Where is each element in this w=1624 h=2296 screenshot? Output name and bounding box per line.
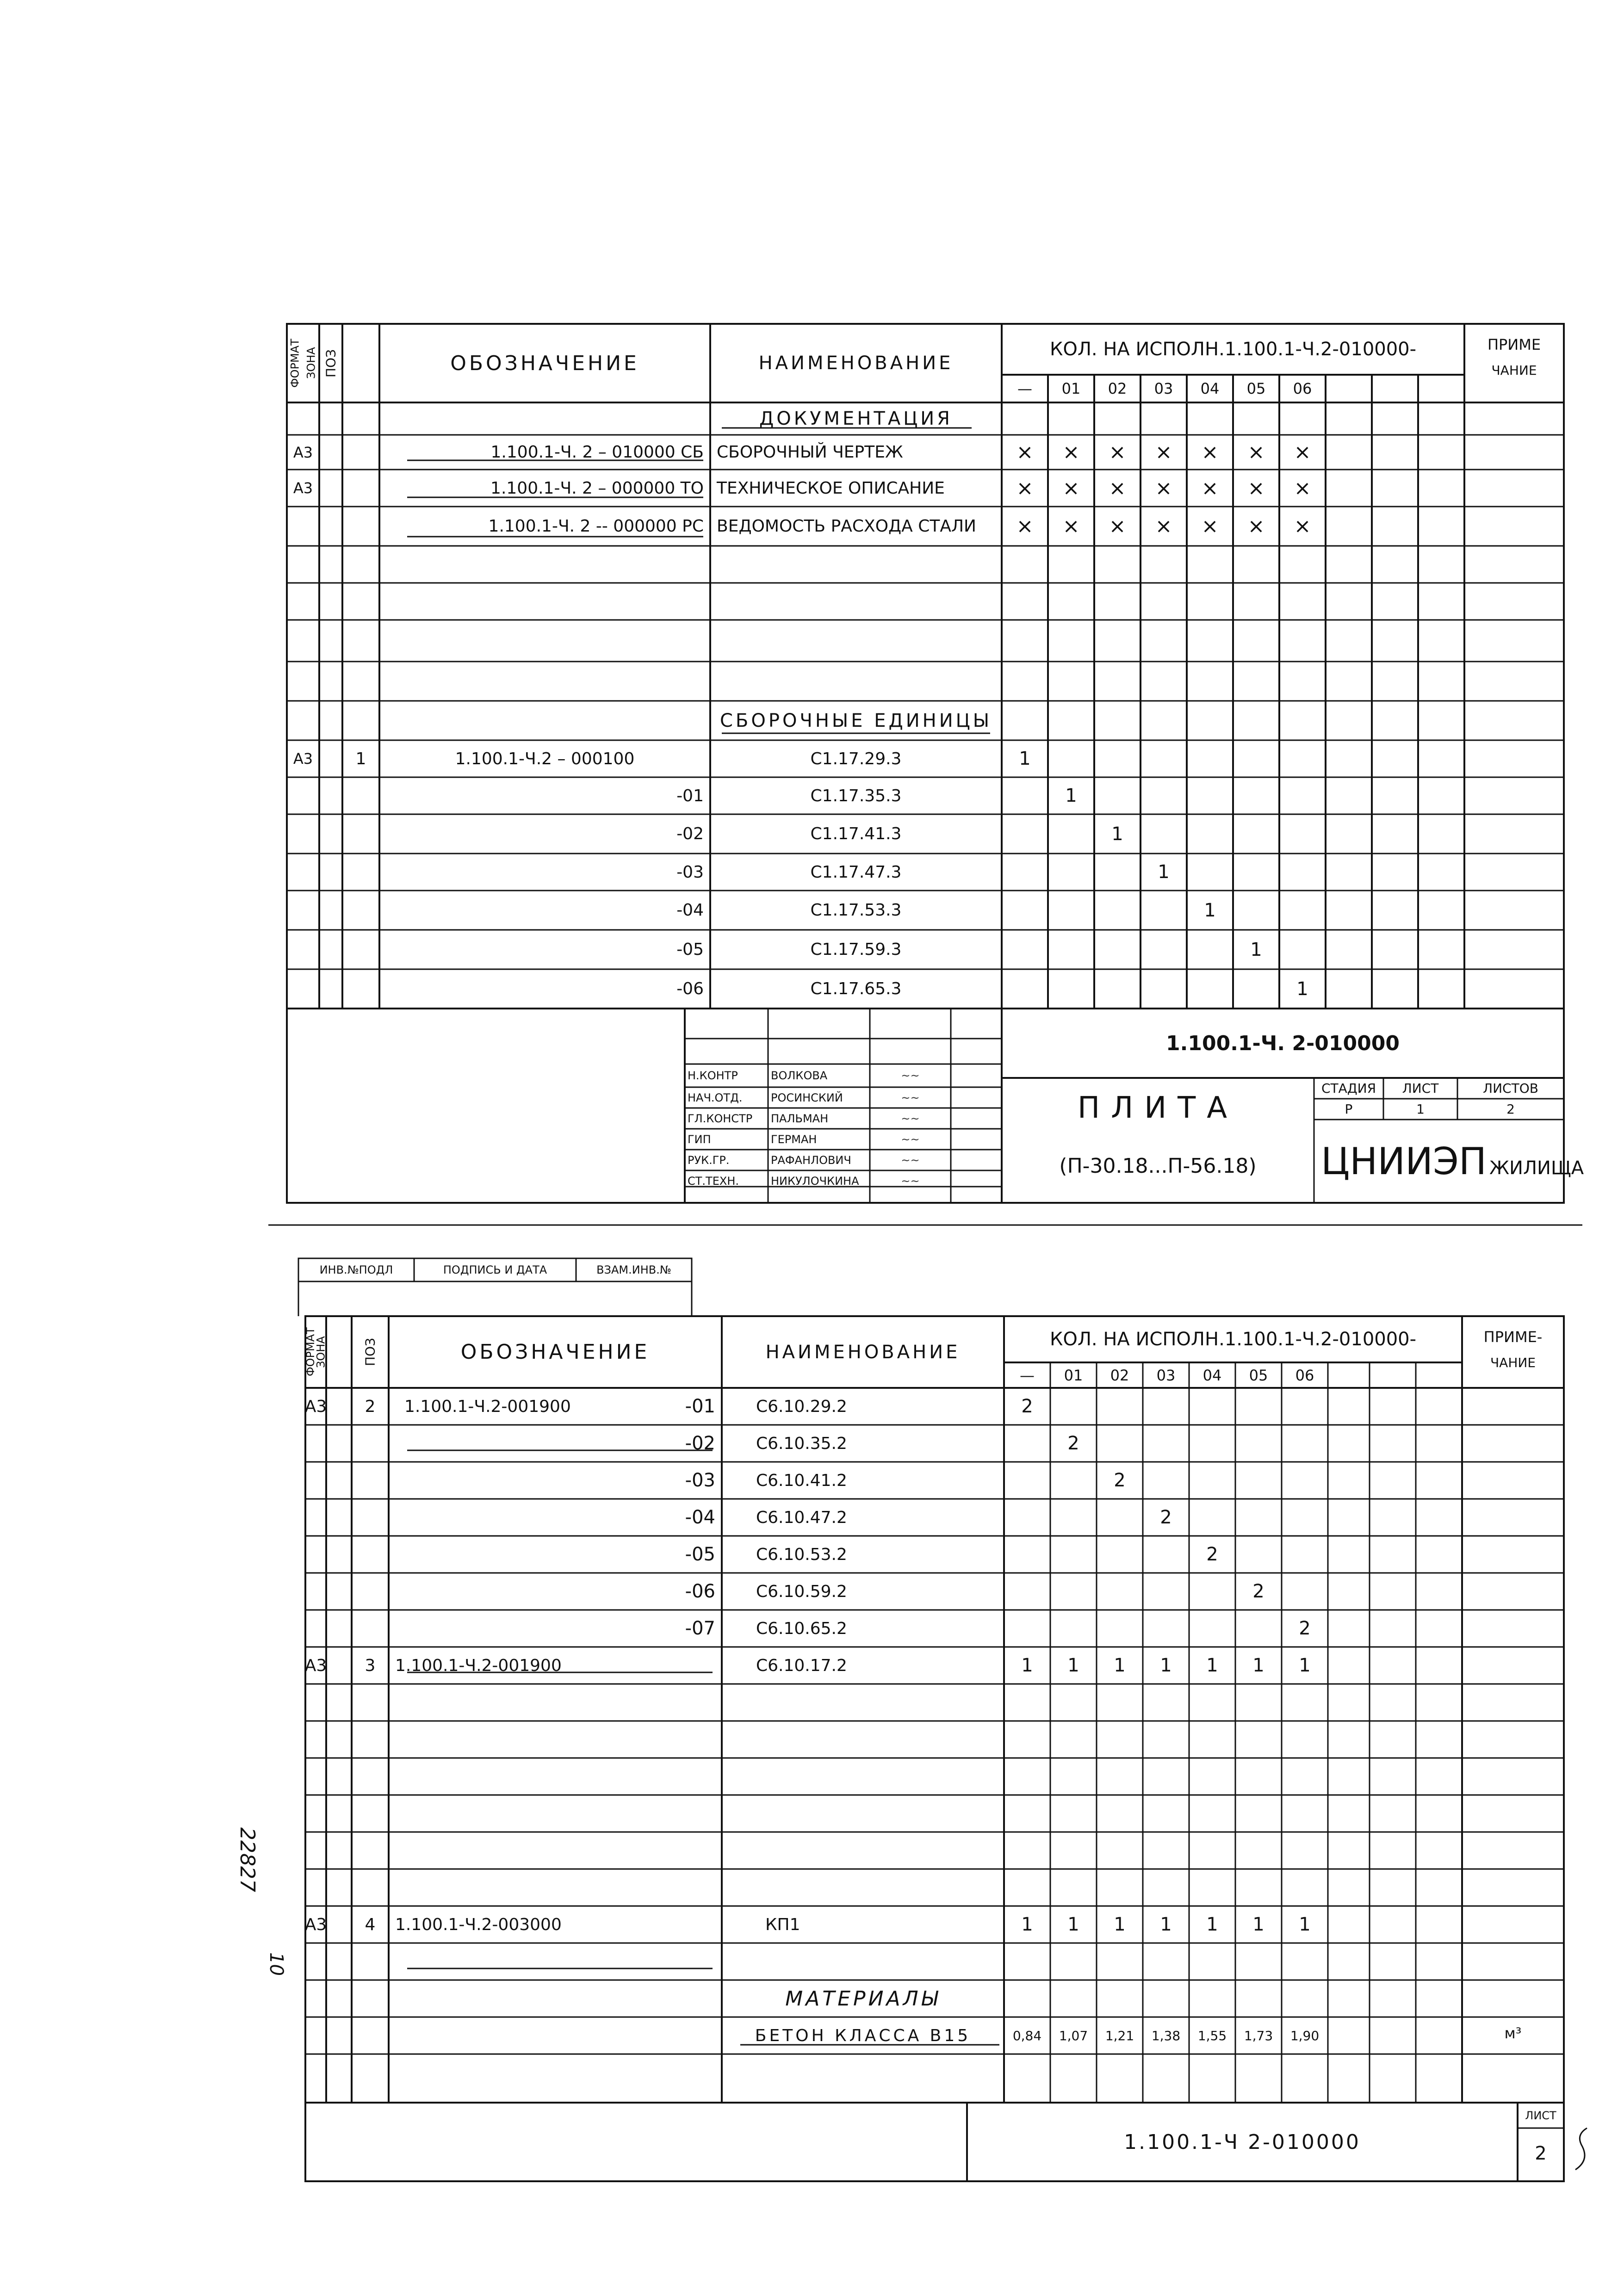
side-archive-number: 22827: [236, 1827, 259, 1892]
pos3-qty: 1: [1021, 1655, 1033, 1676]
lower-header-designation: ОБОЗНАЧЕНИЕ: [460, 1340, 650, 1364]
row-qty: 2: [1206, 1544, 1218, 1565]
stamp-sheets-label: ЛИСТОВ: [1483, 1081, 1538, 1096]
role-name: ГЕРМАН: [771, 1133, 817, 1146]
lower-variant-header: —: [1020, 1366, 1035, 1384]
role-signature: ~~: [901, 1091, 920, 1104]
material-unit: м³: [1504, 2024, 1522, 2042]
unit-name: С1.17.53.3: [810, 901, 902, 920]
doc-mark: ×: [1201, 476, 1219, 500]
material-value: 0,84: [1012, 2028, 1042, 2043]
row-designation: [398, 1573, 657, 1610]
pos4-qty: 1: [1067, 1914, 1079, 1935]
unit-format: [287, 814, 319, 854]
inv-signature-label: ПОДПИСЬ И ДАТА: [443, 1263, 547, 1276]
unit-designation: -06: [676, 979, 704, 998]
row-suffix: -07: [685, 1618, 715, 1639]
unit-format: [287, 930, 319, 969]
doc-mark: ×: [1016, 476, 1034, 500]
role-name: РОСИНСКИЙ: [771, 1091, 843, 1104]
row-name: С6.10.53.2: [756, 1545, 847, 1564]
pos4-qty: 1: [1299, 1914, 1311, 1935]
doc-mark: ×: [1201, 514, 1219, 538]
pos3-name: С6.10.17.2: [756, 1656, 847, 1675]
unit-name: С1.17.35.3: [810, 786, 902, 805]
section-materials: МАТЕРИАЛЫ: [785, 1987, 941, 2011]
pos3-qty: 1: [1067, 1655, 1079, 1676]
unit-qty: 1: [1111, 823, 1123, 845]
pos3-qty: 1: [1160, 1655, 1172, 1676]
stamp-stage-label: СТАДИЯ: [1321, 1081, 1376, 1096]
row-pos: [352, 1462, 389, 1499]
variant-header: 02: [1108, 380, 1127, 397]
pos3-designation: 1.100.1-Ч.2-001900: [395, 1656, 562, 1675]
row-format: [305, 1536, 326, 1573]
pos3-qty: 1: [1299, 1655, 1311, 1676]
row-designation: [398, 1462, 657, 1499]
row-pos: [352, 1610, 389, 1647]
doc-designation: 1.100.1-Ч. 2 – 000000 ТО: [490, 478, 704, 498]
row-name: С6.10.29.2: [756, 1397, 847, 1416]
unit-format: [287, 777, 319, 814]
pos4-pos: 4: [365, 1915, 376, 1934]
unit-name: С1.17.59.3: [810, 940, 902, 959]
row-qty: 2: [1067, 1433, 1079, 1454]
material-value: 1,38: [1151, 2028, 1181, 2043]
org-name: ЦНИИЭП: [1321, 1139, 1487, 1183]
side-small-number: 10: [266, 1952, 287, 1976]
corner-mark: [1575, 2128, 1587, 2170]
unit-format: [287, 891, 319, 930]
role-signature: ~~: [901, 1153, 920, 1167]
lower-header-zone: ЗОНА: [314, 1336, 328, 1368]
doc-mark: ×: [1062, 476, 1080, 500]
section-assembly-units: СБОРОЧНЫЕ ЕДИНИЦЫ: [719, 710, 992, 731]
row-designation: [398, 1610, 657, 1647]
role-signature: ~~: [901, 1069, 920, 1082]
unit-designation: -02: [676, 824, 704, 843]
header-name: НАИМЕНОВАНИЕ: [758, 353, 954, 374]
row-name: С6.10.41.2: [756, 1471, 847, 1490]
variant-header: 06: [1293, 380, 1312, 397]
unit-designation: -04: [676, 901, 704, 920]
doc-mark: ×: [1294, 440, 1311, 464]
inv-original-label: ИНВ.№ПОДЛ: [319, 1263, 393, 1276]
lower-variant-header: 06: [1295, 1366, 1314, 1384]
doc-mark: ×: [1109, 476, 1126, 500]
doc-mark: ×: [1016, 440, 1034, 464]
doc-format: [287, 507, 319, 546]
doc-mark: ×: [1155, 440, 1172, 464]
role-title: РУК.ГР.: [688, 1153, 730, 1167]
org-suffix: ЖИЛИЩА: [1489, 1157, 1584, 1179]
header-note-2: ЧАНИЕ: [1491, 362, 1537, 378]
unit-name: С1.17.65.3: [810, 979, 902, 998]
header-pos: ПОЗ: [323, 349, 339, 378]
role-signature: ~~: [901, 1112, 920, 1125]
variant-header: 05: [1246, 380, 1266, 397]
row-suffix: -06: [685, 1581, 715, 1602]
role-title: ГЛ.КОНСТР: [688, 1112, 753, 1125]
row-designation: [398, 1499, 657, 1536]
lower-header-name: НАИМЕНОВАНИЕ: [765, 1341, 961, 1363]
unit-designation: 1.100.1-Ч.2 – 000100: [455, 749, 635, 768]
material-name: БЕТОН КЛАССА В15: [755, 2026, 971, 2045]
stamp-organization: [1321, 1124, 1584, 1198]
header-designation: ОБОЗНАЧЕНИЕ: [450, 351, 639, 375]
row-pos: [352, 1425, 389, 1462]
doc-mark: ×: [1109, 514, 1126, 538]
doc-mark: ×: [1201, 440, 1219, 464]
lower-variant-header: 05: [1249, 1366, 1268, 1384]
lower-header-qty: КОЛ. НА ИСПОЛН.1.100.1-Ч.2-010000-: [1049, 1329, 1417, 1350]
role-name: РАФАНЛОВИЧ: [771, 1153, 851, 1167]
doc-name: ТЕХНИЧЕСКОЕ ОПИСАНИЕ: [717, 478, 945, 498]
unit-qty: 1: [1065, 785, 1077, 806]
unit-pos: [342, 777, 379, 814]
pos3-qty: 1: [1206, 1655, 1218, 1676]
row-name: С6.10.47.2: [756, 1508, 847, 1527]
row-suffix: -03: [685, 1470, 715, 1491]
row-name: С6.10.65.2: [756, 1619, 847, 1638]
unit-pos: [342, 854, 379, 891]
row-pos: [352, 1499, 389, 1536]
lower-header-note-2: ЧАНИЕ: [1490, 1355, 1536, 1370]
lower-header-pos: ПОЗ: [362, 1337, 378, 1367]
row-name: С6.10.35.2: [756, 1434, 847, 1453]
header-qty: КОЛ. НА ИСПОЛН.1.100.1-Ч.2-010000-: [1049, 339, 1417, 360]
pos3-qty: 1: [1252, 1655, 1264, 1676]
doc-mark: ×: [1155, 476, 1172, 500]
doc-mark: ×: [1016, 514, 1034, 538]
stamp-stage: Р: [1345, 1102, 1353, 1117]
pos3-format: А3: [304, 1656, 327, 1675]
doc-mark: ×: [1247, 440, 1265, 464]
material-value: 1,73: [1244, 2028, 1273, 2043]
unit-pos: [342, 814, 379, 854]
lower-variant-header: 03: [1156, 1366, 1176, 1384]
lower-header-note-1: ПРИМЕ-: [1483, 1328, 1543, 1346]
lower-variant-header: 04: [1203, 1366, 1222, 1384]
pos3-pos: 3: [365, 1656, 376, 1675]
pos4-qty: 1: [1114, 1914, 1126, 1935]
row-suffix: -04: [685, 1507, 715, 1528]
row-pos: [352, 1536, 389, 1573]
doc-designation: 1.100.1-Ч. 2 – 010000 СБ: [490, 443, 704, 462]
row-qty: 2: [1160, 1507, 1172, 1528]
unit-name: С1.17.41.3: [810, 824, 902, 843]
role-signature: ~~: [901, 1174, 920, 1188]
unit-qty: 1: [1250, 939, 1262, 960]
variant-header: —: [1017, 380, 1032, 397]
unit-format: А3: [293, 750, 313, 767]
unit-qty: 1: [1019, 748, 1031, 769]
material-value: 1,55: [1197, 2028, 1227, 2043]
role-title: ГИП: [688, 1133, 711, 1146]
unit-pos: 1: [355, 749, 366, 768]
inv-replace-label: ВЗАМ.ИНВ.№: [596, 1263, 671, 1276]
doc-name: ВЕДОМОСТЬ РАСХОДА СТАЛИ: [717, 517, 976, 536]
section-documentation: ДОКУМЕНТАЦИЯ: [759, 408, 953, 429]
unit-designation: -01: [676, 786, 704, 805]
row-qty: 2: [1299, 1618, 1311, 1639]
row-suffix: -02: [685, 1433, 715, 1454]
role-name: ВОЛКОВА: [771, 1069, 828, 1082]
stamp-title: ПЛИТА: [1078, 1091, 1238, 1125]
row-format: [305, 1573, 326, 1610]
pos4-qty: 1: [1160, 1914, 1172, 1935]
doc-designation: 1.100.1-Ч. 2 -- 000000 РС: [488, 517, 704, 536]
variant-header: 03: [1154, 380, 1173, 397]
stamp-code: 1.100.1-Ч. 2-010000: [1166, 1031, 1400, 1055]
lower-stamp-code: 1.100.1-Ч 2-010000: [1124, 2130, 1361, 2154]
unit-name: С1.17.47.3: [810, 862, 902, 882]
pos4-qty: 1: [1252, 1914, 1264, 1935]
variant-header: 04: [1200, 380, 1220, 397]
unit-qty: 1: [1204, 899, 1216, 921]
unit-format: [287, 854, 319, 891]
pos4-qty: 1: [1021, 1914, 1033, 1935]
stamp-subtitle: (П-30.18...П-56.18): [1059, 1154, 1257, 1178]
row-format: А3: [304, 1397, 327, 1416]
role-signature: ~~: [901, 1133, 920, 1146]
pos4-qty: 1: [1206, 1914, 1218, 1935]
row-pos: [352, 1573, 389, 1610]
pos4-format: А3: [304, 1915, 327, 1934]
unit-qty: 1: [1296, 978, 1308, 1000]
unit-pos: [342, 891, 379, 930]
pos4-name: КП1: [765, 1915, 800, 1934]
material-value: 1,07: [1059, 2028, 1088, 2043]
row-format: [305, 1462, 326, 1499]
role-title: Н.КОНТР: [688, 1069, 738, 1082]
row-qty: 2: [1114, 1470, 1126, 1491]
row-pos: 2: [365, 1397, 376, 1416]
header-zone: ЗОНА: [304, 347, 318, 379]
doc-mark: ×: [1062, 440, 1080, 464]
lower-sheet-number: 2: [1535, 2143, 1547, 2164]
unit-pos: [342, 969, 379, 1009]
row-designation: [398, 1536, 657, 1573]
row-suffix: -05: [685, 1544, 715, 1565]
doc-mark: ×: [1294, 476, 1311, 500]
doc-mark: ×: [1109, 440, 1126, 464]
row-qty: 2: [1021, 1396, 1033, 1417]
unit-pos: [342, 930, 379, 969]
doc-mark: ×: [1247, 476, 1265, 500]
doc-format: А3: [293, 479, 313, 497]
lower-sheet-label: ЛИСТ: [1525, 2109, 1556, 2122]
unit-format: [287, 969, 319, 1009]
stamp-sheets: 2: [1506, 1102, 1515, 1117]
lower-variant-header: 01: [1064, 1366, 1083, 1384]
pos3-qty: 1: [1114, 1655, 1126, 1676]
header-note-1: ПРИМЕ: [1487, 336, 1541, 353]
stamp-sheet-label: ЛИСТ: [1402, 1081, 1439, 1096]
doc-mark: ×: [1294, 514, 1311, 538]
unit-designation: -05: [676, 940, 704, 959]
header-format: ФОРМАТ: [288, 339, 302, 388]
variant-header: 01: [1061, 380, 1081, 397]
material-value: 1,21: [1105, 2028, 1134, 2043]
row-format: [305, 1610, 326, 1647]
row-format: [305, 1425, 326, 1462]
unit-name: С1.17.29.3: [810, 749, 902, 768]
material-value: 1,90: [1290, 2028, 1320, 2043]
row-name: С6.10.59.2: [756, 1582, 847, 1601]
pos4-designation: 1.100.1-Ч.2-003000: [395, 1915, 562, 1934]
doc-format: А3: [293, 443, 313, 461]
role-name: ПАЛЬМАН: [771, 1112, 829, 1125]
role-title: СТ.ТЕХН.: [688, 1174, 739, 1188]
doc-mark: ×: [1062, 514, 1080, 538]
row-designation: 1.100.1-Ч.2-001900: [404, 1397, 571, 1416]
lower-variant-header: 02: [1110, 1366, 1129, 1384]
row-designation: [398, 1425, 657, 1462]
role-name: НИКУЛОЧКИНА: [771, 1174, 859, 1188]
doc-mark: ×: [1155, 514, 1172, 538]
unit-designation: -03: [676, 862, 704, 882]
unit-qty: 1: [1158, 861, 1170, 883]
row-qty: 2: [1252, 1581, 1264, 1602]
row-format: [305, 1499, 326, 1536]
stamp-sheet: 1: [1416, 1102, 1425, 1117]
lower-header-format: ФОРМАТ: [304, 1327, 317, 1377]
doc-mark: ×: [1247, 514, 1265, 538]
role-title: НАЧ.ОТД.: [688, 1091, 743, 1104]
doc-name: СБОРОЧНЫЙ ЧЕРТЕЖ: [717, 443, 903, 462]
row-suffix: -01: [685, 1396, 715, 1417]
